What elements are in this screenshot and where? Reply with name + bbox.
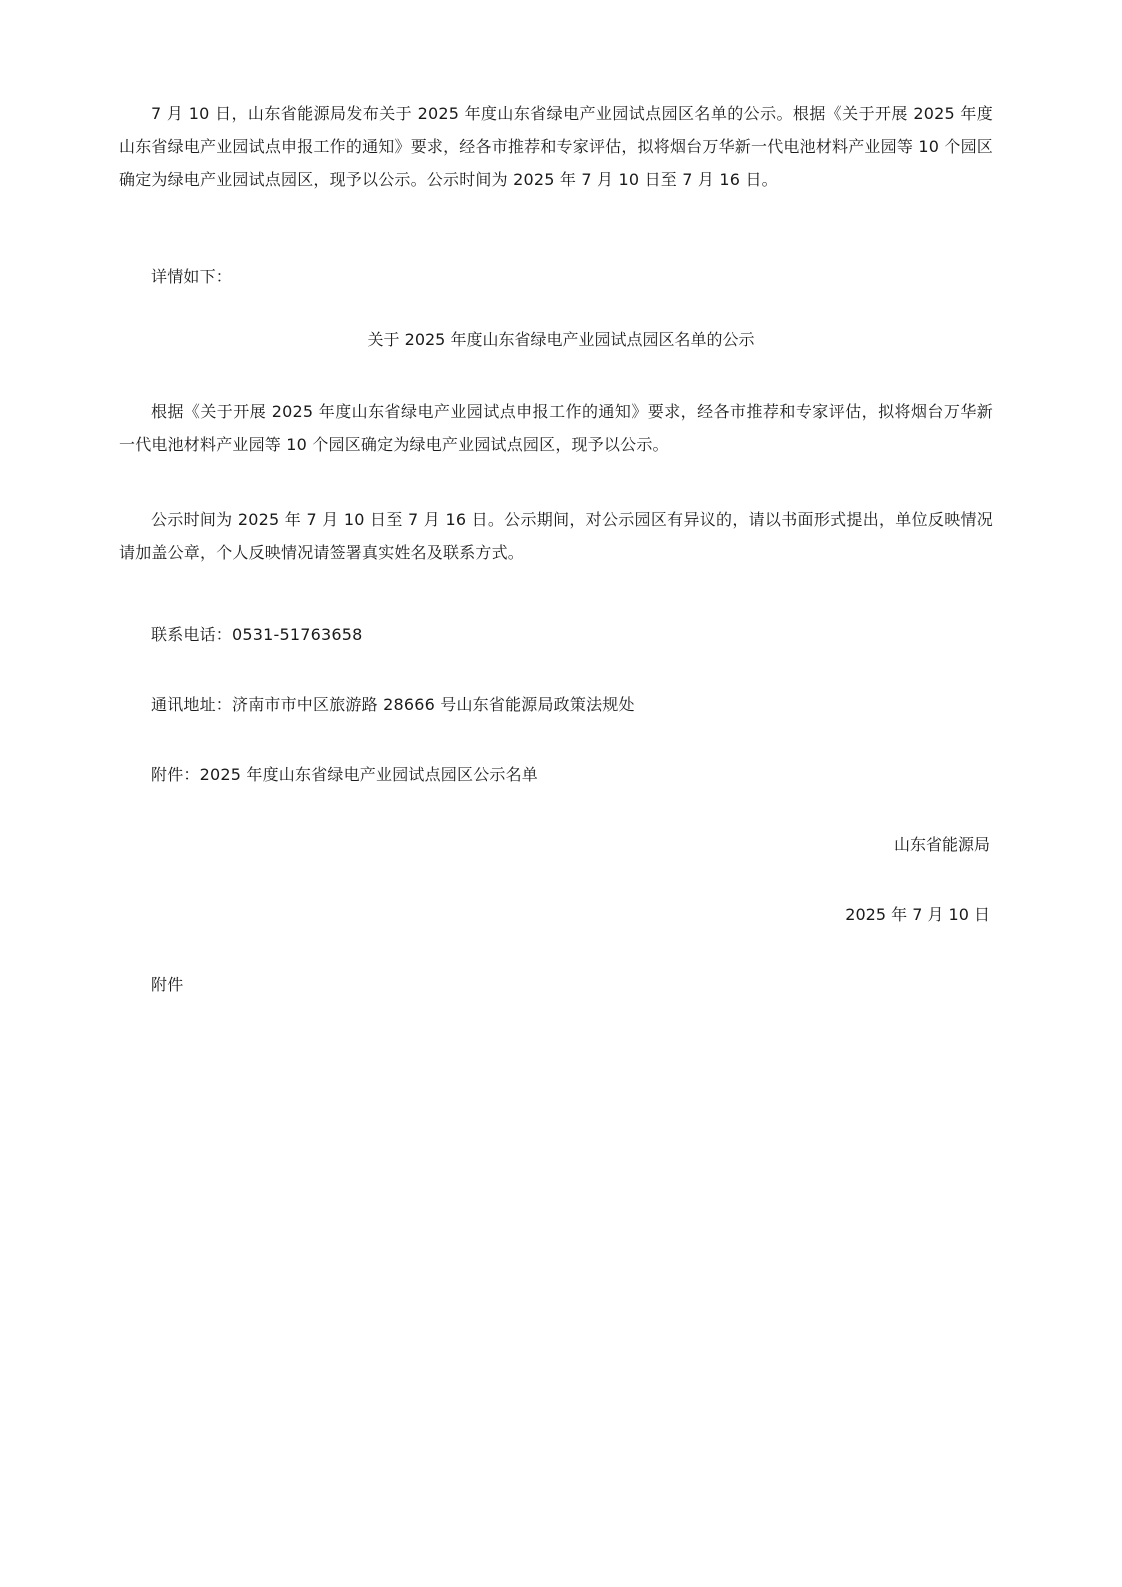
signature-org: 山东省能源局 bbox=[893, 835, 990, 854]
intro-paragraph: 7 月 10 日，山东省能源局发布关于 2025 年度山东省绿电产业园试点园区名单的公示。根据《关于开展 2025 年度山东省绿电产业园试点申报工作的通知》要求，经各市推荐和专家评估，拟将烟台万华新一代电池材料产业园等 10 个园区确定为绿电产业园试点园区，现予以公示。公示时间为 2025 年 7 月 10 日至 7 月 16 日。 bbox=[119, 104, 993, 189]
mailing-address: 通讯地址：济南市市中区旅游路 28666 号山东省能源局政策法规处 bbox=[151, 695, 635, 714]
body-paragraph-1: 根据《关于开展 2025 年度山东省绿电产业园试点申报工作的通知》要求，经各市推荐和专家评估，拟将烟台万华新一代电池材料产业园等 10 个园区确定为绿电产业园试点园区，现予以公示。 bbox=[119, 402, 993, 454]
signature-date: 2025 年 7 月 10 日 bbox=[845, 905, 990, 924]
attachment-heading: 附件 bbox=[151, 975, 184, 994]
notice-title: 关于 2025 年度山东省绿电产业园试点园区名单的公示 bbox=[367, 330, 755, 349]
attachment-line: 附件：2025 年度山东省绿电产业园试点园区公示名单 bbox=[151, 765, 539, 784]
details-lead: 详情如下： bbox=[151, 267, 233, 286]
body-paragraph-2: 公示时间为 2025 年 7 月 10 日至 7 月 16 日。公示期间，对公示园区有异议的，请以书面形式提出，单位反映情况请加盖公章，个人反映情况请签署真实姓名及联系方式。 bbox=[119, 510, 993, 562]
contact-phone: 联系电话：0531-51763658 bbox=[151, 625, 363, 644]
